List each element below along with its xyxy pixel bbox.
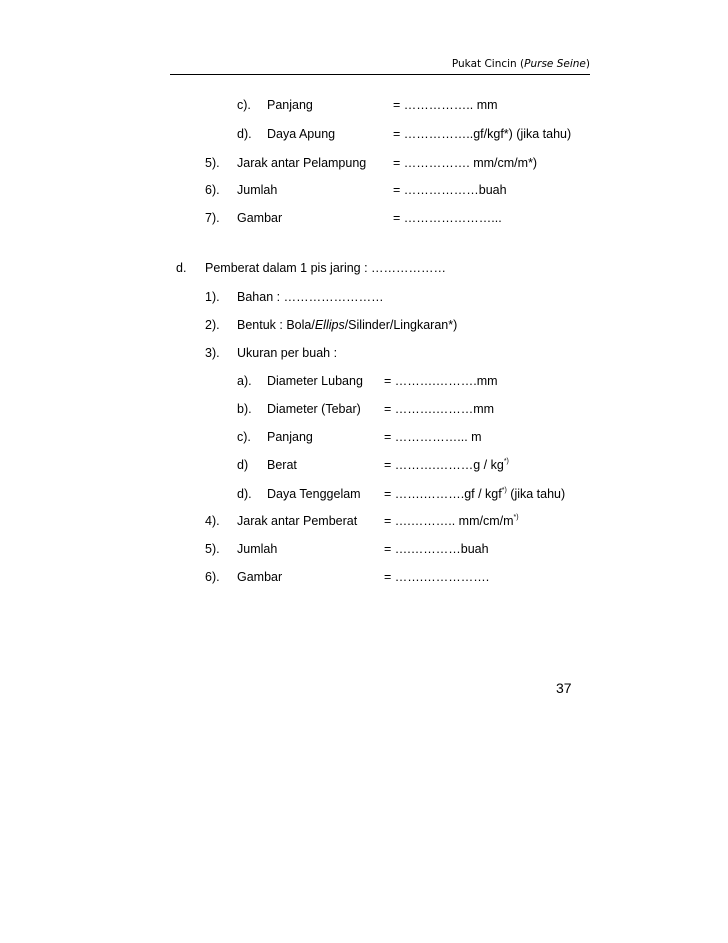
footnote-mark: *)	[513, 514, 519, 521]
item-label: Daya Tenggelam	[267, 487, 361, 501]
item-label: Berat	[267, 458, 297, 472]
item-value: = ……….……….mm	[384, 374, 498, 388]
item-value: = ……….………mm	[384, 402, 495, 416]
item-label: Diameter Lubang	[267, 374, 363, 388]
bentuk-post: /Silinder/Lingkaran*)	[344, 318, 458, 332]
item-value: = ……………. mm/cm/m*)	[393, 156, 538, 170]
item-number: d).	[237, 487, 252, 501]
ukuran-text: Ukuran per buah :	[237, 346, 338, 360]
item-number: d).	[237, 127, 252, 141]
item-number: 3).	[205, 346, 220, 360]
item-value	[384, 458, 509, 472]
section-title: Pemberat dalam 1 pis jaring : ………………	[205, 261, 447, 275]
item-number: 1).	[205, 290, 220, 304]
page-number: 37	[556, 680, 572, 696]
item-label: Jarak antar Pelampung	[237, 156, 367, 170]
value-text: = ….……….. mm/cm/m	[384, 514, 514, 528]
item-number: 4).	[205, 514, 220, 528]
item-number: a).	[237, 374, 252, 388]
item-value: = …………………...	[393, 211, 502, 225]
item-value	[384, 514, 519, 528]
item-number: 5).	[205, 542, 220, 556]
item-number: b).	[237, 402, 252, 416]
section-letter: d.	[176, 261, 187, 275]
bahan-text: Bahan : ……………………	[237, 290, 384, 304]
header-title: Pukat Cincin (	[451, 58, 525, 70]
item-value: = ……………..gf/kgf*) (jika tahu)	[393, 127, 572, 141]
value-text: = …….……….gf / kgf	[384, 487, 502, 501]
item-number: 6).	[205, 183, 220, 197]
item-label: Diameter (Tebar)	[267, 402, 361, 416]
item-value: = ……………... m	[384, 430, 482, 444]
value-end: (jika tahu)	[506, 487, 566, 501]
value-text: = ……….………g / kg	[384, 458, 504, 472]
bentuk-text	[237, 318, 457, 332]
bentuk-pre: Bentuk : Bola/	[237, 318, 315, 332]
item-label: Gambar	[237, 570, 283, 584]
item-number: 7).	[205, 211, 220, 225]
header-title-italic: Purse Seine	[524, 58, 586, 70]
item-number: d)	[237, 458, 249, 472]
item-value: = ….…………buah	[384, 542, 489, 556]
footnote-mark: *)	[501, 487, 507, 494]
item-label: Jumlah	[237, 183, 278, 197]
item-label: Jumlah	[237, 542, 278, 556]
item-label: Daya Apung	[267, 127, 336, 141]
item-value: = …………….. mm	[393, 98, 498, 112]
header-title-end: )	[585, 58, 590, 70]
item-value: = …….…………….	[384, 570, 490, 584]
footnote-mark: *)	[503, 458, 509, 465]
item-number: c).	[237, 430, 251, 444]
item-label: Panjang	[267, 98, 313, 112]
item-label: Gambar	[237, 211, 283, 225]
page-header	[170, 58, 590, 70]
item-number: c).	[237, 98, 251, 112]
item-value	[384, 487, 565, 501]
item-number: 5).	[205, 156, 220, 170]
item-label: Jarak antar Pemberat	[237, 514, 358, 528]
item-value: = ………………buah	[393, 183, 507, 197]
item-number: 2).	[205, 318, 220, 332]
item-number: 6).	[205, 570, 220, 584]
item-label: Panjang	[267, 430, 313, 444]
bentuk-italic: Ellips	[314, 318, 345, 332]
header-rule	[170, 74, 590, 75]
